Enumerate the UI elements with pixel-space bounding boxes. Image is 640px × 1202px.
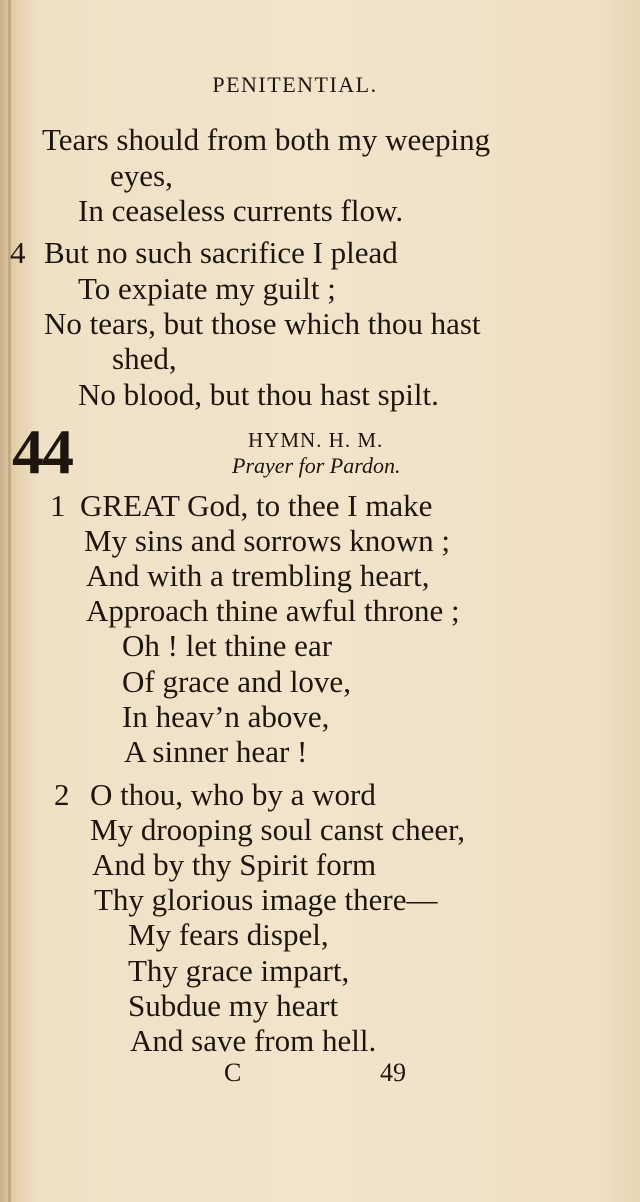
hymn-title: HYMN. H. M. <box>248 428 384 452</box>
verse-line: O thou, who by a word <box>90 777 376 812</box>
stanza-number: 1 <box>50 488 66 523</box>
verse-line: shed, <box>112 341 177 376</box>
signature-mark: C <box>224 1058 242 1087</box>
verse-line: A sinner hear ! <box>124 734 308 769</box>
verse-line: Thy glorious image there— <box>94 882 438 917</box>
running-header: PENITENTIAL. <box>212 72 378 97</box>
verse-line: GREAT God, to thee I make <box>80 488 433 523</box>
verse-line: In ceaseless currents flow. <box>78 193 404 228</box>
verse-line: My sins and sorrows known ; <box>84 523 450 558</box>
verse-line: But no such sacrifice I plead <box>44 235 398 270</box>
hymn-number: 44 <box>12 416 72 487</box>
hymn-subtitle: Prayer for Pardon. <box>232 453 401 478</box>
verse-line: Tears should from both my weeping <box>42 122 491 157</box>
verse-line: My drooping soul canst cheer, <box>90 812 465 847</box>
verse-line: eyes, <box>110 158 173 193</box>
verse-line: No blood, but thou hast spilt. <box>78 377 439 412</box>
stanza-number: 2 <box>54 777 70 812</box>
verse-line: In heav’n above, <box>122 699 330 734</box>
verse-line: And with a trembling heart, <box>86 558 430 593</box>
verse-line: My fears dispel, <box>128 917 329 952</box>
verse-line: Subdue my heart <box>128 988 339 1023</box>
verse-line: Of grace and love, <box>122 664 351 699</box>
verse-line: Approach thine awful throne ; <box>86 593 460 628</box>
verse-line: And save from hell. <box>130 1023 377 1058</box>
page-number: 49 <box>380 1058 406 1087</box>
verse-line: No tears, but those which thou hast <box>44 306 481 341</box>
verse-line: Oh ! let thine ear <box>122 628 333 663</box>
stanza-number: 4 <box>10 235 26 270</box>
page-gutter-shadow <box>8 0 11 1202</box>
verse-line: And by thy Spirit form <box>92 847 377 882</box>
verse-line: Thy grace impart, <box>128 953 350 988</box>
verse-line: To expiate my guilt ; <box>78 271 336 306</box>
